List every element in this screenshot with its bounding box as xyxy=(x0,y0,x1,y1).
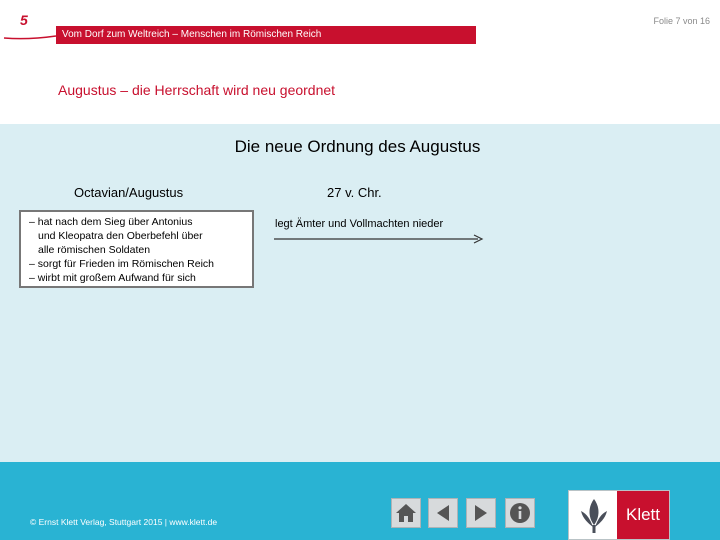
right-column-heading: 27 v. Chr. xyxy=(327,185,382,200)
info-icon xyxy=(508,501,532,525)
detail-line: alle römischen Soldaten xyxy=(38,244,151,256)
klett-logo-text: Klett xyxy=(617,491,669,539)
info-button[interactable] xyxy=(505,498,535,528)
home-button[interactable] xyxy=(391,498,421,528)
event-text: legt Ämter und Vollmachten nieder xyxy=(275,218,444,230)
series-title: Vom Dorf zum Weltreich – Menschen im Römischen Reich xyxy=(62,29,322,40)
details-box xyxy=(19,210,254,288)
previous-button[interactable] xyxy=(428,498,458,528)
content-title: Die neue Ordnung des Augustus xyxy=(234,137,481,156)
detail-line: – hat nach dem Sieg über Antonius xyxy=(29,216,193,228)
footer xyxy=(0,462,720,540)
detail-line: – sorgt für Frieden im Römischen Reich xyxy=(29,258,214,270)
slide-subtitle: Augustus – die Herrschaft wird neu geordnet xyxy=(58,82,336,98)
home-icon xyxy=(394,501,418,525)
chapter-number: 5 xyxy=(20,12,28,28)
left-column-heading: Octavian/Augustus xyxy=(74,185,184,200)
klett-lily-icon xyxy=(573,495,615,535)
detail-line: und Kleopatra den Oberbefehl über xyxy=(38,230,203,242)
copyright: © Ernst Klett Verlag, Stuttgart 2015 | www.klett.de xyxy=(30,517,218,527)
timeline-arrow xyxy=(274,232,488,246)
detail-line: – wirbt mit großem Aufwand für sich xyxy=(29,272,196,284)
content-area xyxy=(0,124,720,462)
slide-counter: Folie 7 von 16 xyxy=(653,16,710,26)
next-icon xyxy=(470,502,492,524)
next-button[interactable] xyxy=(466,498,496,528)
series-title-bar xyxy=(56,26,476,44)
previous-icon xyxy=(432,502,454,524)
klett-logo xyxy=(568,490,670,540)
